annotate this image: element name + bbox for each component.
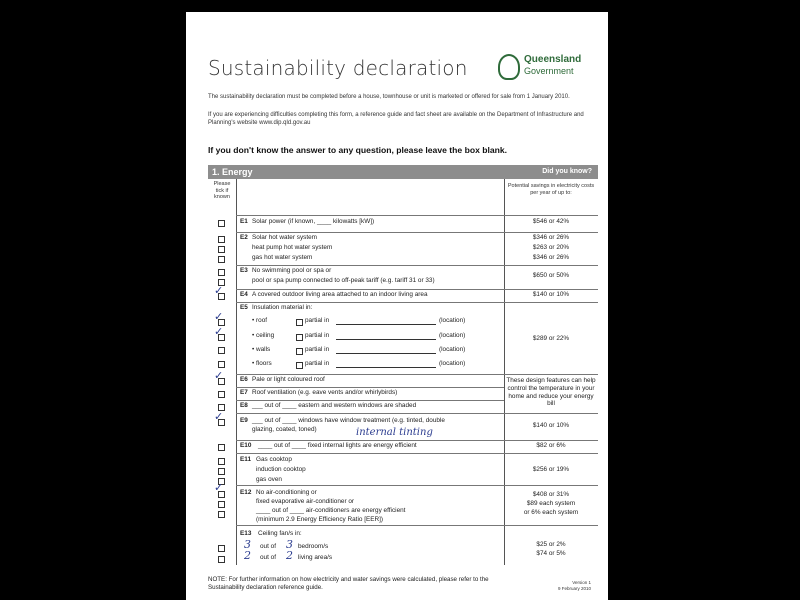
- e1-checkbox[interactable]: [218, 220, 225, 227]
- e5-location-label: (location): [439, 332, 466, 339]
- e10-checkbox[interactable]: [218, 444, 225, 451]
- section-header: [208, 165, 598, 179]
- e5-partial-label: partial in: [305, 360, 330, 367]
- e12-value-2: $89 each system: [526, 500, 576, 507]
- e5-roof-partial-checkbox[interactable]: [296, 319, 303, 326]
- e5-ceiling-tick: ✓: [214, 325, 224, 338]
- government-logo: [498, 52, 588, 90]
- e11-code: E11: [240, 456, 252, 463]
- e5-floors-partial-checkbox[interactable]: [296, 362, 303, 369]
- logo-line2: Government: [524, 66, 574, 76]
- did-you-know-label: Did you know?: [542, 168, 592, 175]
- e3-code: E3: [240, 267, 248, 274]
- e4-code: E4: [240, 291, 248, 298]
- e12-line-4: (minimum 2.9 Energy Efficiency Ratio [EER]): [256, 516, 384, 523]
- intro-text-2: If you are experiencing difficulties completing this form, a reference guide and fact sheet are available on the Department of Infrastructure and Planning's website www.dip.qld.gov.au: [208, 112, 584, 126]
- version-info: [558, 580, 591, 592]
- e5-partial-label: partial in: [305, 332, 330, 339]
- e12-line-3: ____ out of ____ air-conditioners are energy efficient: [256, 507, 406, 514]
- e13-checkbox-1[interactable]: [218, 545, 225, 552]
- savings-header: Potential savings in electricity costs per year of up to:: [507, 183, 595, 196]
- e11-line-3: gas oven: [256, 476, 282, 483]
- e5-location-label: (location): [439, 317, 466, 324]
- e5-item-floors: • floors: [252, 360, 272, 367]
- e5-walls-partial-checkbox[interactable]: [296, 348, 303, 355]
- e12-checkbox-3[interactable]: [218, 511, 225, 518]
- e5-walls-checkbox[interactable]: [218, 347, 225, 354]
- section-title: 1. Energy: [212, 167, 253, 177]
- e7-text: Roof ventilation (e.g. eave vents and/or whirlybirds): [252, 389, 398, 396]
- design-features-note: These design features can help control the temperature in your home and reduce your energy bill: [506, 377, 596, 408]
- e7-checkbox[interactable]: [218, 391, 225, 398]
- e2-checkbox-3[interactable]: [218, 256, 225, 263]
- e3-value: $650 or 50%: [532, 272, 570, 279]
- e5-roof-tick: ✓: [214, 310, 224, 323]
- e5-item-roof: • roof: [252, 317, 268, 324]
- e5-item-walls: • walls: [252, 346, 271, 353]
- e9-line-1: ___ out of ____ windows have window treatment (e.g. tinted, double: [252, 417, 445, 424]
- e2-checkbox-1[interactable]: [218, 236, 225, 243]
- version-date: 9 February 2010: [558, 586, 592, 591]
- e1-code: E1: [240, 218, 248, 225]
- e9-tick-mark: ✓: [214, 410, 224, 423]
- version-label: Version 1: [572, 580, 592, 585]
- e13-value-1: $25 or 2%: [536, 541, 566, 548]
- logo-line1: Queensland: [524, 54, 582, 65]
- e10-value: $82 or 6%: [536, 442, 566, 449]
- e12-code: E12: [240, 489, 252, 496]
- e4-text: A covered outdoor living area attached to an indoor living area: [252, 291, 428, 298]
- e13-room-2: living area/s: [298, 554, 333, 561]
- intro-text-1: The sustainability declaration must be completed before a house, townhouse or unit is marketed or offered for sale from 1 January 2010.: [208, 94, 570, 100]
- e5-location-label: (location): [439, 346, 466, 353]
- e11-line-1: Gas cooktop: [256, 456, 292, 463]
- e13-hand-4: 2: [286, 549, 293, 562]
- e8-text: ___ out of ____ eastern and western windows are shaded: [252, 402, 417, 409]
- e5-location-label: (location): [439, 360, 466, 367]
- e13-code: E13: [240, 530, 252, 537]
- e13-out-of-1: out of: [260, 543, 276, 550]
- e5-partial-label: partial in: [305, 317, 330, 324]
- e5-ceiling-partial-checkbox[interactable]: [296, 334, 303, 341]
- e12-value-1: $408 or 31%: [532, 491, 570, 498]
- e2-line-2: heat pump hot water system: [252, 244, 333, 251]
- tick-header: Please tick if known: [213, 181, 231, 200]
- declaration-page: [186, 12, 608, 600]
- e3-checkbox-1[interactable]: [218, 269, 225, 276]
- e9-line-2: glazing, coated, toned): [252, 426, 317, 433]
- e10-text: ____ out of ____ fixed internal lights are energy efficient: [258, 442, 417, 449]
- e2-value-1: $346 or 26%: [532, 234, 570, 241]
- e11-line-2: induction cooktop: [256, 466, 306, 473]
- e13-value-2: $74 or 5%: [536, 550, 566, 557]
- e12-tick-mark: ✓: [214, 481, 224, 494]
- e13-room-1: bedroom/s: [298, 543, 329, 550]
- e1-text: Solar power (if known, ____ kilowatts [kW]): [252, 218, 375, 225]
- e5-partial-label: partial in: [305, 346, 330, 353]
- e5-floors-checkbox[interactable]: [218, 361, 225, 368]
- e12-line-1: No air-conditioning or: [256, 489, 317, 496]
- logo-icon: [498, 54, 520, 80]
- e8-code: E8: [240, 402, 248, 409]
- e4-tick-mark: ✓: [214, 284, 224, 297]
- e13-out-of-2: out of: [260, 554, 276, 561]
- e12-line-2: fixed evaporative air-conditioner or: [256, 498, 355, 505]
- e3-line-1: No swimming pool or spa or: [252, 267, 332, 274]
- e2-value-2: $263 or 20%: [532, 244, 570, 251]
- e9-handwriting: internal tinting: [356, 427, 433, 438]
- e5-value: $289 or 22%: [532, 335, 570, 342]
- e11-checkbox-1[interactable]: [218, 458, 225, 465]
- e9-value: $140 or 10%: [532, 422, 570, 429]
- e6-code: E6: [240, 376, 248, 383]
- e2-line-1: Solar hot water system: [252, 234, 317, 241]
- energy-table: [208, 179, 598, 565]
- e3-line-2: pool or spa pump connected to off-peak tariff (e.g. tariff 31 or 33): [252, 277, 435, 284]
- e4-value: $140 or 10%: [532, 291, 570, 298]
- e2-line-3: gas hot water system: [252, 254, 313, 261]
- e2-code: E2: [240, 234, 248, 241]
- e11-checkbox-2[interactable]: [218, 468, 225, 475]
- e12-value-3: or 6% each system: [523, 509, 579, 516]
- page-title: Sustainability declaration: [208, 56, 468, 80]
- e13-hand-1: 3: [244, 538, 251, 551]
- e6-tick-mark: ✓: [214, 369, 224, 382]
- e5-text: Insulation material in:: [252, 304, 313, 311]
- e2-value-3: $346 or 26%: [532, 254, 570, 261]
- instruction-text: If you don't know the answer to any question, please leave the box blank.: [208, 145, 508, 155]
- e13-hand-2: 3: [286, 538, 293, 551]
- e5-item-ceiling: • ceiling: [252, 332, 275, 339]
- e1-value: $546 or 42%: [532, 218, 570, 225]
- e13-text: Ceiling fan/s in:: [258, 530, 302, 537]
- e11-value: $256 or 19%: [532, 466, 570, 473]
- e13-checkbox-2[interactable]: [218, 556, 225, 563]
- footer-note: NOTE: For further information on how electricity and water savings were calculated, please refer to the Sustainability declaration reference guide.: [208, 576, 489, 591]
- e9-code: E9: [240, 417, 248, 424]
- e6-text: Pale or light coloured roof: [252, 376, 325, 383]
- e13-hand-3: 2: [244, 549, 251, 562]
- e5-code: E5: [240, 304, 248, 311]
- e12-checkbox-2[interactable]: [218, 501, 225, 508]
- e2-checkbox-2[interactable]: [218, 246, 225, 253]
- e10-code: E10: [240, 442, 252, 449]
- e7-code: E7: [240, 389, 248, 396]
